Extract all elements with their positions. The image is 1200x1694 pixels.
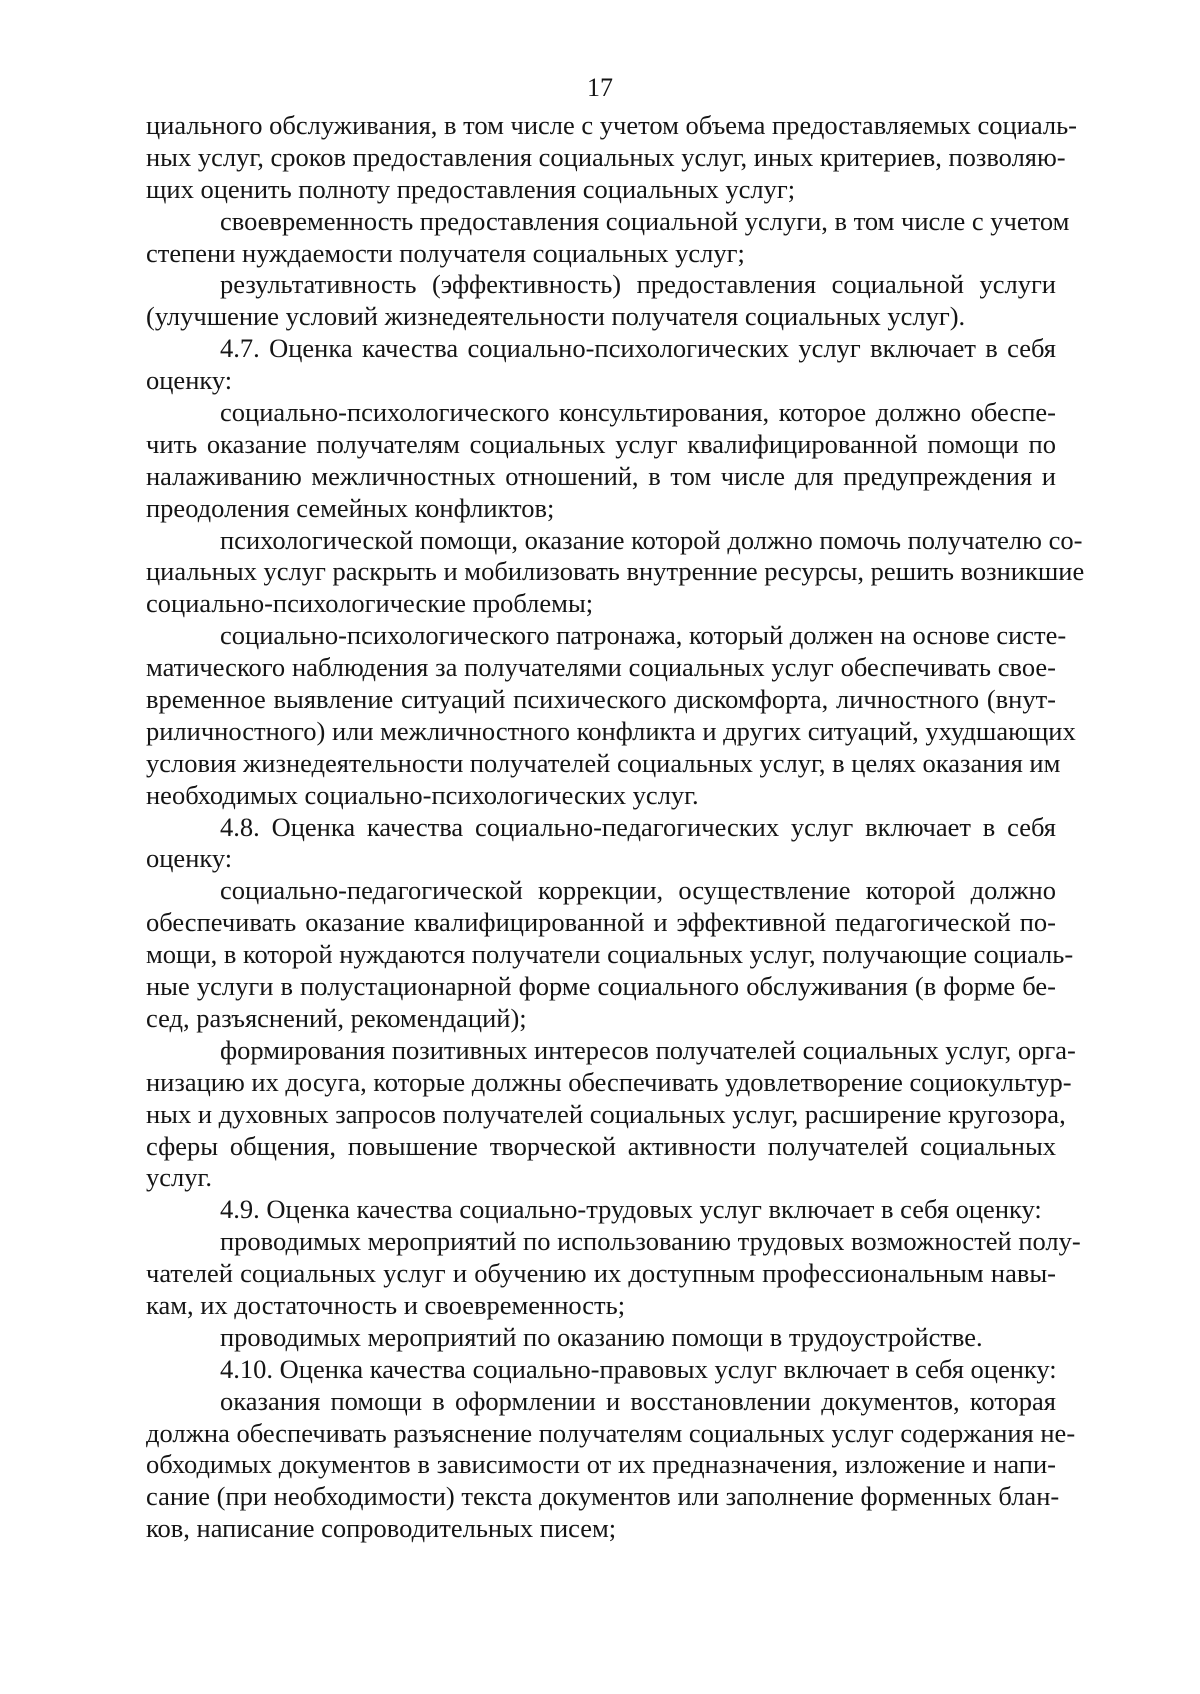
text-line: низацию их досуга, которые должны обеспечивать удовлетворение социокультур- [146,1066,1072,1097]
text-line: преодоления семейных конфликтов; [146,492,555,523]
text-line: кам, их достаточность и своевременность; [146,1289,626,1320]
text-line: 4.7. Оценка качества социально-психологических услуг включает в себя [220,333,1056,364]
text-line: риличностного) или межличностного конфликта и других ситуаций, ухудшающих [146,715,1076,746]
text-line: сферы общения, повышение творческой активности получателей социальных [146,1130,1056,1161]
text-line: 4.9. Оценка качества социально-трудовых услуг включает в себя оценку: [220,1194,1042,1225]
text-line: должна обеспечивать разъяснение получателям социальных услуг содержания не- [146,1417,1076,1448]
text-line: социально-педагогической коррекции, осуществление которой должно [220,875,1056,906]
text-line: ков, написание сопроводительных писем; [146,1513,617,1544]
text-line: формирования позитивных интересов получателей социальных услуг, орга- [220,1034,1076,1065]
text-line: проводимых мероприятий по оказанию помощи в трудоустройстве. [220,1321,983,1352]
text-line: сед, разъяснений, рекомендаций); [146,1002,527,1033]
text-line: обеспечивать оказание квалифицированной и эффективной педагогической по- [146,907,1056,938]
text-line: оказания помощи в оформлении и восстановлении документов, которая [220,1385,1056,1416]
text-line: необходимых социально-психологических услуг. [146,779,699,810]
text-line: проводимых мероприятий по использованию трудовых возможностей полу- [220,1226,1081,1257]
text-line: налаживанию межличностных отношений, в том числе для предупреждения и [146,460,1056,491]
text-line: условия жизнедеятельности получателей социальных услуг, в целях оказания им [146,747,1061,778]
page-number: 17 [587,73,613,102]
text-line: циального обслуживания, в том числе с учетом объема предоставляемых социаль- [146,110,1077,140]
text-line: чить оказание получателям социальных услуг квалифицированной помощи по [146,428,1056,459]
text-line: ных услуг, сроков предоставления социальных услуг, иных критериев, позволяю- [146,141,1066,172]
text-line: степени нуждаемости получателя социальных услуг; [146,237,745,268]
text-line: щих оценить полноту предоставления социальных услуг; [146,173,796,204]
text-line: циальных услуг раскрыть и мобилизовать внутренние ресурсы, решить возникшие [146,556,1085,587]
text-line: чателей социальных услуг и обучению их доступным профессиональным навы- [146,1258,1056,1289]
text-line: психологической помощи, оказание которой должно помочь получателю со- [220,524,1083,555]
text-line: услуг. [146,1162,212,1193]
text-line: временное выявление ситуаций психического дискомфорта, личностного (внут- [146,684,1056,715]
text-line: оценку: [146,365,233,396]
text-line: сание (при необходимости) текста документов или заполнение форменных блан- [146,1481,1060,1512]
text-line: социально-психологического консультирования, которое должно обеспе- [220,397,1056,428]
text-line: 4.8. Оценка качества социально-педагогических услуг включает в себя [220,811,1056,842]
document-body [146,110,1085,1545]
text-line: своевременность предоставления социальной услуги, в том числе с учетом [220,205,1070,236]
text-line: 4.10. Оценка качества социально-правовых услуг включает в себя оценку: [220,1353,1057,1384]
text-line: социально-психологического патронажа, который должен на основе систе- [220,620,1067,651]
text-line: оценку: [146,843,233,874]
text-line: социально-психологические проблемы; [146,588,594,619]
text-line: ных и духовных запросов получателей социальных услуг, расширение кругозора, [146,1098,1066,1129]
text-line: мощи, в которой нуждаются получатели социальных услуг, получающие социаль- [146,939,1074,970]
text-line: результативность (эффективность) предоставления социальной услуги [220,269,1056,300]
text-line: ные услуги в полустационарной форме социального обслуживания (в форме бе- [146,971,1056,1002]
text-line: матического наблюдения за получателями социальных услуг обеспечивать свое- [146,652,1056,683]
text-line: обходимых документов в зависимости от их предназначения, изложение и напи- [146,1449,1056,1480]
text-line: (улучшение условий жизнедеятельности получателя социальных услуг). [146,301,966,332]
